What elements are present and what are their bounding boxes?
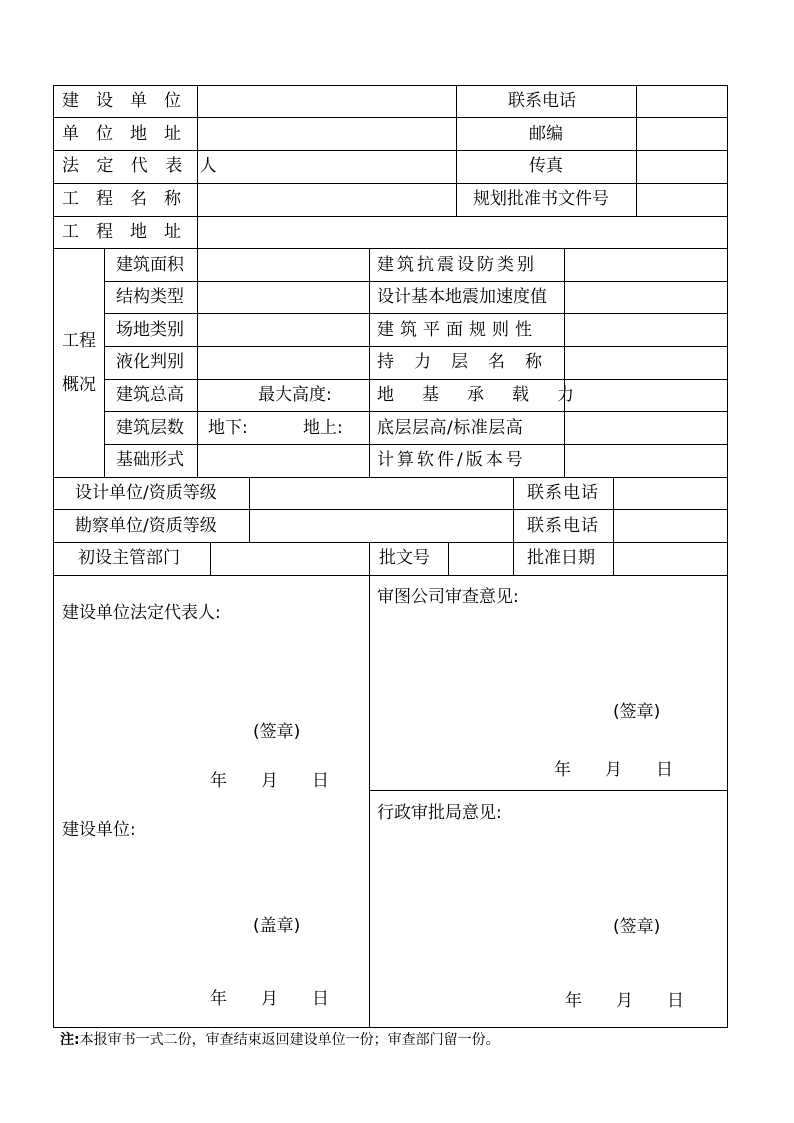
- underground-label: 地下:: [208, 418, 248, 438]
- floor-heights-label: 底层层高/标准层高: [377, 418, 524, 438]
- phone-label: 联系电话: [508, 91, 576, 111]
- row-line: [53, 117, 728, 118]
- construction-unit-label: 建 设 单 位: [62, 91, 181, 111]
- liquefaction-label: 液化判别: [116, 352, 184, 372]
- col-line: [564, 248, 565, 477]
- col-line: [513, 477, 514, 575]
- unit-label: 建设单位:: [62, 820, 136, 840]
- footnote-label: 注:: [60, 1032, 80, 1048]
- seismic-category-label: 建筑抗震设防类别: [377, 255, 537, 275]
- plan-regularity-label: 建筑平面规则性: [377, 320, 538, 340]
- legal-rep-sign-label: 建设单位法定代表人:: [62, 603, 221, 623]
- col-line: [636, 85, 637, 216]
- software-label: 计算软件/版本号: [377, 450, 526, 470]
- approval-no-label: 批文号: [379, 548, 430, 568]
- table-border-top: [53, 85, 728, 86]
- building-area-label: 建筑面积: [116, 255, 184, 275]
- seal-mark: (盖章): [253, 916, 301, 936]
- plan-doc-no-label: 规划批准书文件号: [473, 189, 609, 209]
- approval-date-label: 批准日期: [527, 548, 595, 568]
- max-height-label: 最大高度:: [258, 385, 332, 405]
- row-line: [53, 183, 728, 184]
- row-line: [53, 150, 728, 151]
- row-line: [53, 575, 728, 576]
- col-line: [104, 248, 105, 477]
- row-line: [369, 790, 728, 791]
- row-line: [53, 248, 728, 249]
- structure-type-label: 结构类型: [116, 287, 184, 307]
- date-line: 年 月 日: [210, 771, 329, 791]
- sign-mark: (签章): [613, 702, 661, 722]
- table-border-bottom: [53, 1027, 728, 1028]
- col-line: [369, 248, 370, 477]
- admin-bureau-label: 行政审批局意见:: [377, 803, 502, 823]
- survey-phone-label: 联系电话: [527, 516, 599, 536]
- date-line: 年 月 日: [210, 989, 329, 1009]
- project-name-label: 工 程 名 称: [62, 189, 181, 209]
- prelim-dept-label: 初设主管部门: [78, 548, 180, 568]
- sign-mark: (签章): [613, 917, 661, 937]
- col-line: [448, 542, 449, 575]
- table-border-right: [727, 85, 728, 1027]
- col-line: [210, 542, 211, 575]
- row-line: [53, 477, 728, 478]
- footnote: [60, 1033, 500, 1047]
- row-line: [53, 216, 728, 217]
- foundation-capacity-label: 地基承载力: [377, 385, 602, 405]
- design-unit-label: 设计单位/资质等级: [75, 483, 217, 503]
- row-line: [53, 542, 728, 543]
- postcode-label: 邮编: [529, 124, 563, 144]
- fax-label: 传真: [529, 156, 563, 176]
- col-line: [197, 248, 198, 477]
- footnote-text: 本报审书一式二份，审查结束返回建设单位一份；审查部门留一份。: [79, 1032, 500, 1048]
- date-line: 年 月 日: [554, 760, 673, 780]
- table-border-left: [53, 85, 54, 1027]
- bearing-layer-label: 持力层名称: [377, 352, 562, 372]
- aboveground-label: 地上:: [303, 418, 343, 438]
- row-line: [53, 509, 728, 510]
- col-line: [369, 542, 370, 575]
- col-line: [249, 477, 250, 542]
- project-address-label: 工 程 地 址: [62, 222, 181, 242]
- unit-address-label: 单 位 地 址: [62, 124, 181, 144]
- col-line: [613, 477, 614, 575]
- total-height-label: 建筑总高: [116, 385, 184, 405]
- date-line: 年 月 日: [565, 991, 684, 1011]
- floors-label: 建筑层数: [116, 418, 184, 438]
- overview-label-line2: 概况: [62, 375, 96, 395]
- review-company-label: 审图公司审查意见:: [377, 587, 519, 607]
- seismic-accel-label: 设计基本地震加速度值: [377, 287, 547, 307]
- design-phone-label: 联系电话: [527, 483, 599, 503]
- col-line: [456, 85, 457, 216]
- survey-unit-label: 勘察单位/资质等级: [75, 516, 217, 536]
- foundation-form-label: 基础形式: [116, 450, 184, 470]
- site-category-label: 场地类别: [116, 320, 184, 340]
- sign-mark: (签章): [253, 722, 301, 742]
- col-line: [369, 575, 370, 1027]
- legal-rep-label: 法 定 代 表 人: [62, 156, 223, 176]
- overview-label-line1: 工程: [62, 331, 96, 351]
